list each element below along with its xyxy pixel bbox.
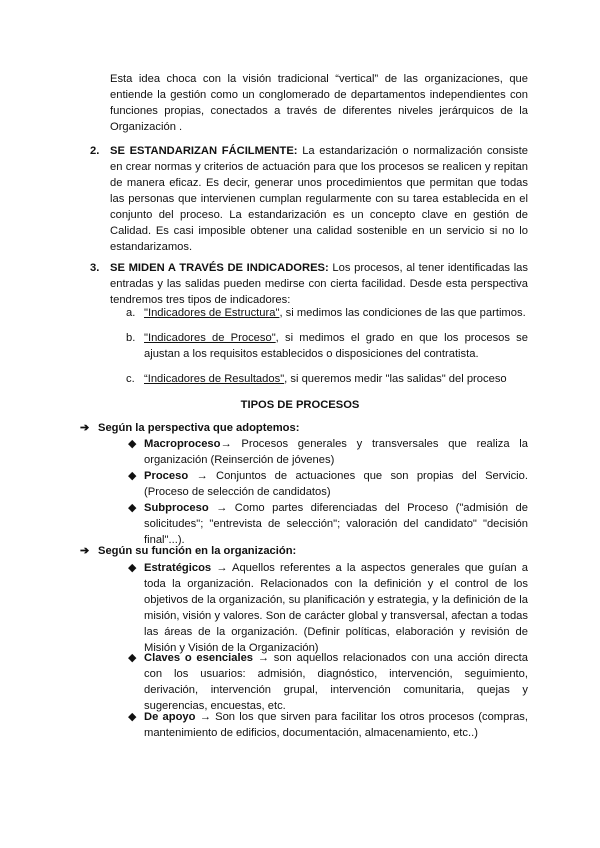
section-heading: TIPOS DE PROCESOS: [240, 399, 360, 411]
function-label: Según su función en la organización:: [98, 545, 297, 557]
indicator-process: [126, 330, 528, 362]
bullet-term: Proceso: [144, 470, 189, 482]
diamond-bullet-icon: ◆: [128, 562, 137, 574]
bullet-body: [144, 436, 528, 468]
indicator-name: "Indicadores de Estructura": [144, 307, 280, 319]
indicator-body: [144, 371, 528, 387]
item-number: 2.: [90, 145, 100, 157]
bullet-apoyo: [128, 709, 528, 741]
function-heading: [80, 543, 530, 559]
bullet-text: → Son los que sirven para facilitar los otros procesos (compras, mantenimiento de edificios, documentación, almacenamiento, etc..): [144, 711, 528, 739]
bullet-text: → Aquellos referentes a la aspectos generales que guían a toda la organización. Relacionados con la definición y el control de los objetivos de la organización, su planificación y estrategia, y la definición de la misión, visión y valores. Son de carácter global y transversal, afectan a todas las áreas de la organización. (Definir políticas, elaboración y revisión de Misión y Visión de la Organización): [144, 562, 528, 654]
bullet-body: [144, 468, 528, 500]
bullet-proceso: [128, 468, 528, 500]
indicator-results: [126, 371, 528, 387]
indicator-letter: c.: [126, 373, 135, 385]
item-title: SE ESTANDARIZAN FÁCILMENTE:: [110, 145, 298, 157]
bullet-text: → Conjuntos de actuaciones que son propias del Servicio. (Proceso de selección de candidatos): [144, 470, 528, 498]
indicator-name: "Indicadores de Proceso": [144, 332, 276, 344]
bullet-term: De apoyo: [144, 711, 196, 723]
indicator-body: [144, 330, 528, 362]
bullet-subproceso: [128, 500, 528, 548]
item-indicators: [90, 260, 528, 308]
bullet-term: Subproceso: [144, 502, 209, 514]
item-title: SE MIDEN A TRAVÉS DE INDICADORES:: [110, 262, 329, 274]
arrow-icon: ➔: [80, 545, 90, 557]
bullet-body: [144, 560, 528, 656]
diamond-bullet-icon: ◆: [128, 438, 137, 450]
diamond-bullet-icon: ◆: [128, 470, 137, 482]
indicator-structure: [126, 305, 528, 321]
bullet-estrategicos: [128, 560, 528, 656]
bullet-macroproceso: [128, 436, 528, 468]
item-body: [110, 260, 528, 308]
indicator-text: , si medimos el grado en que los procesos se ajustan a los requisitos establecidos o disposiciones del contratista.: [144, 332, 528, 360]
item-body: [110, 143, 528, 255]
indicator-letter: b.: [126, 332, 136, 344]
diamond-bullet-icon: ◆: [128, 711, 137, 723]
indicator-text: , si medimos las condiciones de las que partimos.: [279, 307, 526, 319]
diamond-bullet-icon: ◆: [128, 652, 137, 664]
arrow-icon: ➔: [80, 422, 90, 434]
indicator-body: [144, 305, 528, 321]
bullet-term: Macroproceso: [144, 438, 221, 450]
item-standardize: [90, 143, 528, 255]
bullet-text: → Como partes diferenciadas del Proceso ("admisión de solicitudes"; "entrevista de selección"; valoración del candidato" "decisión final"...).: [144, 502, 528, 546]
bullet-term: Estratégicos: [144, 562, 212, 574]
bullet-text: → Procesos generales y transversales que realiza la organización (Reinserción de jóvenes): [144, 438, 528, 466]
perspective-label: Según la perspectiva que adoptemos:: [98, 422, 300, 434]
intro-paragraph: Esta idea choca con la visión tradicional “vertical” de las organizaciones, que entiende la gestión como un conglomerado de departamentos independientes con funciones propias, conectados a través de diferentes niveles jerárquicos de la Organización .: [110, 73, 528, 133]
item-text: La estandarización o normalización consiste en crear normas y criterios de actuación para que los procesos se realicen y repitan de manera eficaz. Es decir, generar unos procedimientos que permitan que todas las personas que intervienen cumplan regularmente con su tarea establecida en el conjunto del proceso. La estandarización es un concepto clave en gestión de Calidad. Es casi imposible obtener una calidad sostenible en un servicio si no lo estandarizamos.: [110, 145, 528, 253]
item-number: 3.: [90, 262, 100, 274]
indicator-text: , si queremos medir "las salidas" del proceso: [284, 373, 507, 385]
bullet-body: [144, 709, 528, 741]
perspective-heading: [80, 420, 530, 436]
diamond-bullet-icon: ◆: [128, 502, 137, 514]
bullet-body: [144, 500, 528, 548]
item-text: Los procesos, al tener identificadas las entradas y las salidas pueden medirse con cierta facilidad. Desde esta perspectiva tendremos tres tipos de indicadores:: [110, 262, 528, 306]
indicator-name: “Indicadores de Resultados": [144, 373, 285, 385]
indicator-letter: a.: [126, 307, 136, 319]
bullet-claves: [128, 650, 528, 714]
bullet-text: → son aquellos relacionados con una acción directa con los usuarios: admisión, diagnóstico, intervención, seguimiento, derivación, intervención grupal, intervención comunitaria, quejas y sugerencias, encuestas, etc.: [144, 652, 529, 712]
bullet-body: [144, 650, 528, 714]
bullet-term: Claves o esenciales: [144, 652, 254, 664]
